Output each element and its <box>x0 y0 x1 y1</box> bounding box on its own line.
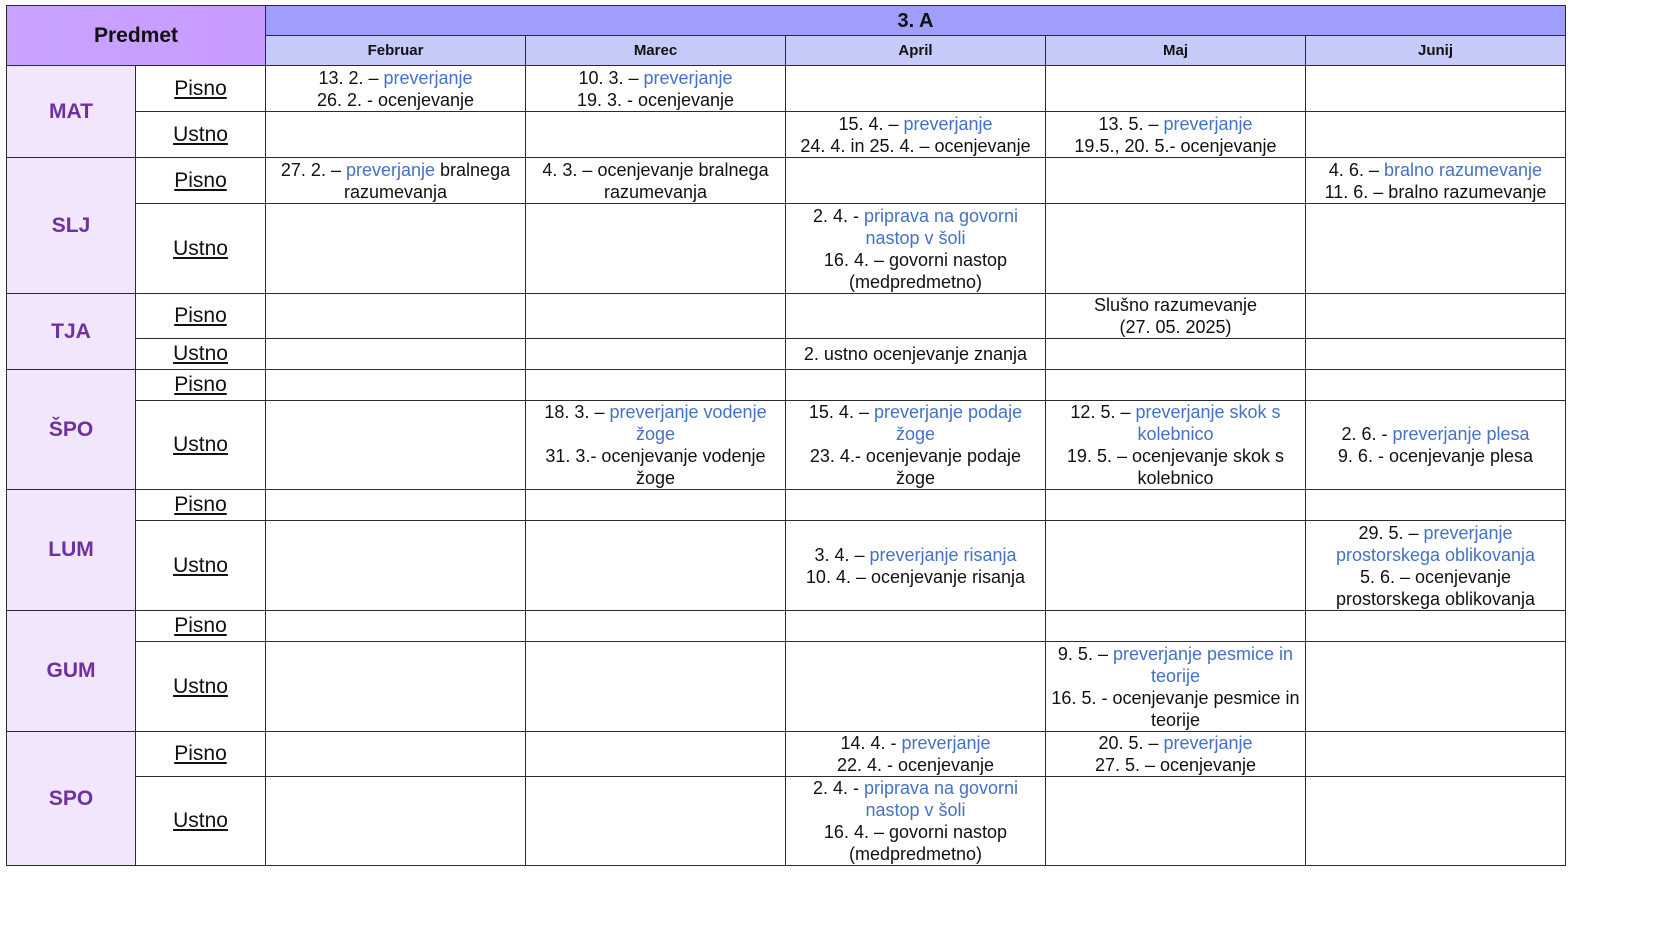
schedule-cell <box>786 294 1046 339</box>
subject-name: SLJ <box>7 158 136 294</box>
schedule-cell <box>786 642 1046 732</box>
schedule-cell <box>266 490 526 521</box>
cell-text: 27. 2. – <box>280 159 346 180</box>
schedule-cell <box>266 294 526 339</box>
cell-text: 5. 6. – ocenjevanje <box>1359 566 1512 587</box>
cell-line <box>530 181 781 203</box>
cell-text: 2. ustno ocenjevanje znanja <box>803 344 1028 364</box>
cell-line <box>1050 423 1301 445</box>
pisno-label: Pisno <box>136 490 266 521</box>
cell-line <box>1310 522 1561 544</box>
subject-row <box>7 112 1566 158</box>
cell-line <box>1050 665 1301 687</box>
schedule-cell <box>266 66 526 112</box>
ustno-label: Ustno <box>136 777 266 866</box>
cell-text: (27. 05. 2025) <box>1119 317 1232 337</box>
cell-line <box>790 343 1041 365</box>
schedule-cell <box>1046 732 1306 777</box>
schedule-cell <box>266 339 526 370</box>
schedule-cell <box>526 521 786 611</box>
cell-text: 13. 5. – <box>1098 113 1164 134</box>
cell-line <box>1050 467 1301 489</box>
schedule-cell <box>1306 66 1566 112</box>
schedule-cell <box>1046 521 1306 611</box>
cell-line <box>790 799 1041 821</box>
cell-line <box>530 89 781 111</box>
schedule-cell <box>526 490 786 521</box>
cell-line <box>790 566 1041 588</box>
subject-name: MAT <box>7 66 136 158</box>
schedule-cell <box>526 204 786 294</box>
schedule-cell <box>1306 370 1566 401</box>
cell-text: 13. 2. – <box>318 67 384 88</box>
cell-line <box>790 135 1041 157</box>
cell-line <box>1050 687 1301 709</box>
preverjanje-text: preverjanje <box>345 159 436 180</box>
class-header: 3. A <box>266 6 1566 36</box>
schedule-cell <box>266 732 526 777</box>
schedule-cell <box>1306 158 1566 204</box>
cell-line <box>1050 316 1301 338</box>
schedule-cell <box>1046 158 1306 204</box>
cell-text: 3. 4. – <box>814 544 870 565</box>
schedule-cell <box>1046 294 1306 339</box>
schedule-cell <box>1046 370 1306 401</box>
preverjanje-text: prostorskega oblikovanja <box>1335 544 1536 565</box>
cell-line <box>1050 135 1301 157</box>
schedule-cell <box>526 66 786 112</box>
subject-name: GUM <box>7 611 136 732</box>
subject-row <box>7 204 1566 294</box>
cell-text: 31. 3.- ocenjevanje vodenje <box>545 446 766 466</box>
cell-line <box>790 113 1041 135</box>
preverjanje-text: preverjanje vodenje <box>609 402 767 422</box>
cell-line <box>790 401 1041 445</box>
schedule-cell <box>1046 490 1306 521</box>
schedule-cell <box>526 294 786 339</box>
cell-line <box>790 205 1041 227</box>
schedule-cell <box>786 204 1046 294</box>
cell-line <box>1310 423 1561 445</box>
schedule-cell <box>1306 611 1566 642</box>
schedule-cell <box>266 521 526 611</box>
subject-name: SPO <box>7 732 136 866</box>
schedule-cell <box>526 642 786 732</box>
preverjanje-text: preverjanje <box>903 113 993 134</box>
cell-line <box>1310 588 1561 610</box>
schedule-table <box>6 5 1566 866</box>
cell-text: 18. 3. – <box>544 402 610 422</box>
cell-text: 4. 6. – <box>1328 159 1384 180</box>
preverjanje-text: priprava na govorni <box>863 778 1019 798</box>
schedule-cell <box>786 777 1046 866</box>
subject-row <box>7 611 1566 642</box>
pisno-label: Pisno <box>136 158 266 204</box>
cell-text: 19.5., 20. 5.- ocenjevanje <box>1074 135 1277 156</box>
cell-text: 19. 3. - ocenjevanje <box>576 89 735 110</box>
preverjanje-text: preverjanje risanja <box>869 544 1017 565</box>
cell-line <box>1050 643 1301 665</box>
preverjanje-text: preverjanje pesmice in <box>1112 643 1294 664</box>
cell-line <box>1310 544 1561 566</box>
cell-text: 22. 4. - ocenjevanje <box>836 755 995 775</box>
ustno-label: Ustno <box>136 521 266 611</box>
preverjanje-text: preverjanje <box>1163 733 1253 753</box>
cell-text: 2. 6. - <box>1341 424 1393 444</box>
cell-text: 9. 6. - ocenjevanje plesa <box>1337 446 1534 466</box>
schedule-cell <box>526 339 786 370</box>
cell-text: razumevanja <box>343 181 448 202</box>
schedule-cell <box>1046 66 1306 112</box>
cell-line <box>1050 445 1301 467</box>
schedule-cell <box>1046 339 1306 370</box>
pisno-label: Pisno <box>136 732 266 777</box>
subject-name: ŠPO <box>7 370 136 490</box>
preverjanje-text: preverjanje <box>383 67 473 88</box>
month-header: Junij <box>1306 36 1566 66</box>
month-header: April <box>786 36 1046 66</box>
schedule-cell <box>266 112 526 158</box>
schedule-cell <box>526 732 786 777</box>
schedule-cell <box>266 611 526 642</box>
cell-line <box>530 467 781 489</box>
cell-line <box>530 401 781 423</box>
cell-line <box>270 181 521 203</box>
preverjanje-text: priprava na govorni <box>863 205 1019 226</box>
schedule-cell <box>1046 204 1306 294</box>
cell-text: Slušno razumevanje <box>1093 295 1258 315</box>
ustno-label: Ustno <box>136 401 266 490</box>
cell-line <box>270 159 521 181</box>
schedule-cell <box>266 204 526 294</box>
preverjanje-text: bralno razumevanje <box>1383 159 1543 180</box>
schedule-cell <box>1306 521 1566 611</box>
subject-row <box>7 732 1566 777</box>
schedule-cell <box>786 339 1046 370</box>
cell-line <box>790 544 1041 566</box>
cell-line <box>790 445 1041 489</box>
schedule-cell <box>1306 642 1566 732</box>
cell-line <box>790 227 1041 249</box>
subject-row <box>7 521 1566 611</box>
schedule-cell <box>1046 611 1306 642</box>
subject-row <box>7 777 1566 866</box>
month-header: Marec <box>526 36 786 66</box>
cell-line <box>530 445 781 467</box>
pisno-label: Pisno <box>136 66 266 112</box>
schedule-cell <box>786 611 1046 642</box>
cell-text: 11. 6. – bralno razumevanje <box>1324 181 1547 202</box>
cell-text: 16. 4. – govorni nastop <box>823 249 1008 270</box>
schedule-cell <box>1306 732 1566 777</box>
schedule-cell <box>1306 490 1566 521</box>
cell-text: 19. 5. – ocenjevanje skok s <box>1066 446 1285 466</box>
schedule-cell <box>786 370 1046 401</box>
cell-line <box>1310 181 1561 203</box>
schedule-cell <box>1306 401 1566 490</box>
schedule-cell <box>266 370 526 401</box>
cell-line <box>270 89 521 111</box>
ustno-label: Ustno <box>136 112 266 158</box>
schedule-cell <box>1046 401 1306 490</box>
schedule-cell <box>786 490 1046 521</box>
preverjanje-text: nastop v šoli <box>865 800 966 820</box>
schedule-cell <box>1306 204 1566 294</box>
cell-text: 9. 5. – <box>1057 643 1113 664</box>
subject-row <box>7 642 1566 732</box>
cell-line <box>790 821 1041 843</box>
preverjanje-text: preverjanje skok s <box>1135 402 1281 422</box>
cell-line <box>1050 113 1301 135</box>
subject-name: TJA <box>7 294 136 370</box>
pisno-label: Pisno <box>136 370 266 401</box>
schedule-cell <box>1306 777 1566 866</box>
schedule-cell <box>1046 642 1306 732</box>
subject-name: LUM <box>7 490 136 611</box>
preverjanje-text: nastop v šoli <box>865 227 966 248</box>
preverjanje-text: preverjanje podaje žoge <box>873 402 1023 444</box>
schedule-cell <box>526 401 786 490</box>
cell-text: žoge <box>635 468 676 488</box>
cell-line <box>790 843 1041 865</box>
cell-text: 10. 4. – ocenjevanje risanja <box>805 566 1026 587</box>
cell-text: 29. 5. – <box>1358 522 1424 543</box>
schedule-cell <box>266 401 526 490</box>
cell-text: prostorskega oblikovanja <box>1335 588 1536 609</box>
cell-text: 16. 5. - ocenjevanje pesmice in <box>1051 687 1300 708</box>
cell-line <box>270 67 521 89</box>
cell-text: 24. 4. in 25. 4. – ocenjevanje <box>800 135 1031 156</box>
cell-line <box>1050 401 1301 423</box>
schedule-cell <box>786 401 1046 490</box>
cell-text: (medpredmetno) <box>848 844 983 864</box>
cell-text: kolebnico <box>1137 468 1214 488</box>
cell-text: 15. 4. – <box>838 113 904 134</box>
subject-row <box>7 370 1566 401</box>
cell-text: teorije <box>1150 709 1201 730</box>
subject-row <box>7 294 1566 339</box>
cell-text: 16. 4. – govorni nastop <box>823 822 1008 842</box>
cell-text: 12. 5. – <box>1070 402 1136 422</box>
cell-line <box>1310 566 1561 588</box>
preverjanje-text: teorije <box>1150 665 1201 686</box>
pisno-label: Pisno <box>136 294 266 339</box>
preverjanje-text: preverjanje <box>643 67 733 88</box>
schedule-cell <box>1046 112 1306 158</box>
cell-text: 2. 4. - <box>812 205 864 226</box>
cell-line <box>530 423 781 445</box>
cell-line <box>790 777 1041 799</box>
cell-line <box>1050 294 1301 316</box>
schedule-cell <box>786 732 1046 777</box>
preverjanje-text: kolebnico <box>1137 424 1214 444</box>
schedule-cell <box>526 370 786 401</box>
pisno-label: Pisno <box>136 611 266 642</box>
schedule-cell <box>786 521 1046 611</box>
cell-text: 2. 4. - <box>812 778 864 798</box>
schedule-cell <box>526 611 786 642</box>
schedule-cell <box>786 158 1046 204</box>
cell-line <box>1050 732 1301 754</box>
cell-text: 15. 4. – <box>808 402 874 422</box>
preverjanje-text: preverjanje <box>1423 522 1513 543</box>
subject-row <box>7 339 1566 370</box>
cell-line <box>1310 445 1561 467</box>
preverjanje-text: preverjanje plesa <box>1392 424 1530 444</box>
predmet-header: Predmet <box>7 6 266 66</box>
cell-text: 23. 4.- ocenjevanje podaje žoge <box>809 446 1022 488</box>
cell-text: 10. 3. – <box>578 67 644 88</box>
preverjanje-text: preverjanje <box>901 733 991 753</box>
cell-text: 4. 3. – ocenjevanje bralnega <box>542 159 769 180</box>
schedule-cell <box>266 158 526 204</box>
schedule-cell <box>786 66 1046 112</box>
ustno-label: Ustno <box>136 339 266 370</box>
schedule-cell <box>1306 339 1566 370</box>
cell-line <box>790 249 1041 271</box>
cell-text: 27. 5. – ocenjevanje <box>1094 755 1257 775</box>
schedule-cell <box>266 777 526 866</box>
schedule-cell <box>1306 112 1566 158</box>
schedule-cell <box>1306 294 1566 339</box>
cell-line <box>1050 709 1301 731</box>
cell-line <box>790 271 1041 293</box>
preverjanje-text: žoge <box>635 424 676 444</box>
schedule-cell <box>526 112 786 158</box>
month-header: Maj <box>1046 36 1306 66</box>
cell-text: 20. 5. – <box>1098 733 1164 753</box>
cell-text: razumevanja <box>603 181 708 202</box>
subject-row <box>7 401 1566 490</box>
subject-row <box>7 66 1566 112</box>
schedule-cell <box>526 777 786 866</box>
cell-line <box>790 754 1041 776</box>
subject-row <box>7 158 1566 204</box>
preverjanje-text: preverjanje <box>1163 113 1253 134</box>
month-header: Februar <box>266 36 526 66</box>
ustno-label: Ustno <box>136 642 266 732</box>
ustno-label: Ustno <box>136 204 266 294</box>
schedule-cell <box>526 158 786 204</box>
cell-text: 14. 4. - <box>840 733 902 753</box>
cell-text: (medpredmetno) <box>848 271 983 292</box>
schedule-cell <box>266 642 526 732</box>
cell-text: bralnega <box>435 159 511 180</box>
cell-text: 26. 2. - ocenjevanje <box>316 89 475 110</box>
subject-row <box>7 490 1566 521</box>
cell-line <box>530 67 781 89</box>
cell-line <box>790 732 1041 754</box>
cell-line <box>1310 159 1561 181</box>
schedule-cell <box>1046 777 1306 866</box>
schedule-cell <box>786 112 1046 158</box>
cell-line <box>530 159 781 181</box>
cell-line <box>1050 754 1301 776</box>
